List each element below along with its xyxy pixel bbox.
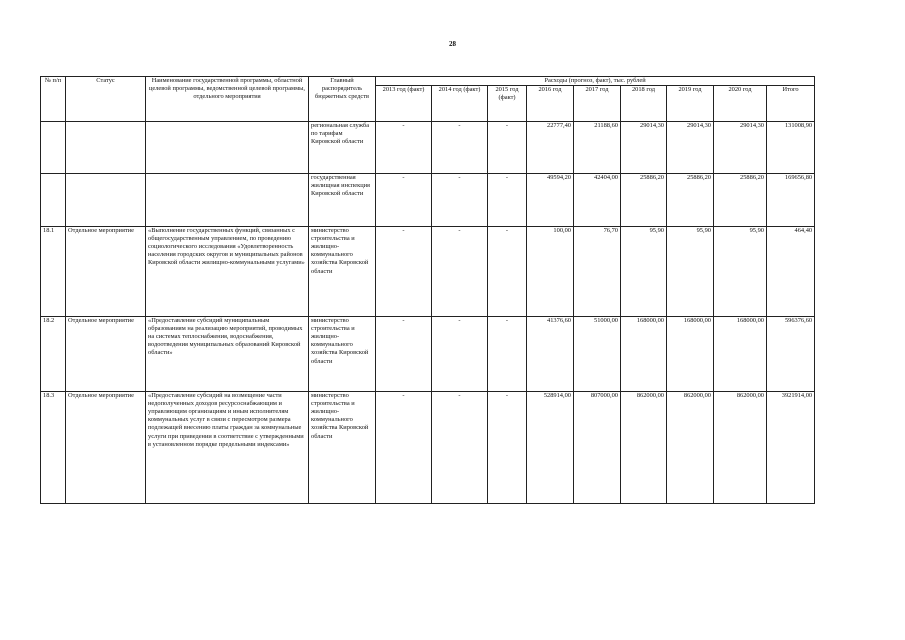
row-status: Отдельное мероприятие bbox=[66, 317, 146, 392]
row-value: - bbox=[488, 317, 527, 392]
header-year: 2018 год bbox=[621, 86, 667, 122]
row-value: - bbox=[376, 122, 432, 174]
row-value: - bbox=[376, 227, 432, 317]
row-manager: региональная служба по тарифам Кировской области bbox=[309, 122, 376, 174]
table-row bbox=[41, 317, 815, 392]
row-value: 29014,30 bbox=[621, 122, 667, 174]
row-value: 95,90 bbox=[621, 227, 667, 317]
row-value: 862000,00 bbox=[621, 392, 667, 504]
row-value: - bbox=[432, 317, 488, 392]
row-status: Отдельное мероприятие bbox=[66, 227, 146, 317]
table-row bbox=[41, 174, 815, 227]
row-total: 464,40 bbox=[767, 227, 815, 317]
row-no bbox=[41, 122, 66, 174]
row-value: - bbox=[488, 392, 527, 504]
row-manager: государственная жилищная инспекция Кировской области bbox=[309, 174, 376, 227]
row-name bbox=[146, 174, 309, 227]
row-value: 51000,00 bbox=[574, 317, 621, 392]
row-value: 29014,30 bbox=[667, 122, 714, 174]
table-header bbox=[41, 77, 815, 122]
table-row bbox=[41, 122, 815, 174]
row-value: 41376,60 bbox=[527, 317, 574, 392]
header-no: № п/п bbox=[41, 77, 66, 122]
row-name: «Выполнение государственных функций, связанных с общегосударственным управлением, по проведению социологического исследования «Удовлетворенность населения городских округов и муниципальных районов Кировской области жилищно-коммунальными услугами» bbox=[146, 227, 309, 317]
header-year: 2019 год bbox=[667, 86, 714, 122]
row-value: 528914,00 bbox=[527, 392, 574, 504]
row-value: 25886,20 bbox=[667, 174, 714, 227]
row-total: 169656,80 bbox=[767, 174, 815, 227]
row-value: - bbox=[376, 317, 432, 392]
row-status bbox=[66, 122, 146, 174]
row-no: 18.3 bbox=[41, 392, 66, 504]
header-year: 2017 год bbox=[574, 86, 621, 122]
header-status: Статус bbox=[66, 77, 146, 122]
row-value: 168000,00 bbox=[621, 317, 667, 392]
header-year: 2020 год bbox=[714, 86, 767, 122]
row-value: - bbox=[488, 174, 527, 227]
row-name bbox=[146, 122, 309, 174]
row-value: 76,70 bbox=[574, 227, 621, 317]
row-no bbox=[41, 174, 66, 227]
row-value: 25886,20 bbox=[714, 174, 767, 227]
row-value: - bbox=[432, 227, 488, 317]
row-value: 95,90 bbox=[714, 227, 767, 317]
row-value: 168000,00 bbox=[667, 317, 714, 392]
row-name: «Предоставление субсидий муниципальным образованиям на реализацию мероприятий, проводимых на системах теплоснабжения, водоснабжения, водоотведения муниципальных образований Кировской области» bbox=[146, 317, 309, 392]
row-value: - bbox=[376, 392, 432, 504]
row-value: 862000,00 bbox=[714, 392, 767, 504]
row-value: 95,90 bbox=[667, 227, 714, 317]
row-value: 49594,20 bbox=[527, 174, 574, 227]
row-value: 22777,40 bbox=[527, 122, 574, 174]
row-value: 25886,20 bbox=[621, 174, 667, 227]
row-value: - bbox=[488, 122, 527, 174]
row-value: - bbox=[432, 122, 488, 174]
header-expenses: Расходы (прогноз, факт), тыс. рублей bbox=[376, 77, 815, 86]
row-manager: министерство строительства и жилищно-коммунального хозяйства Кировской области bbox=[309, 317, 376, 392]
row-value: 21188,60 bbox=[574, 122, 621, 174]
budget-table bbox=[40, 76, 815, 504]
row-name: «Предоставление субсидий на возмещение части недополученных доходов ресурсоснабжающим и управляющим организациям и иным исполнителям коммунальных услуг в связи с пересмотром размера подлежащей внесению платы граждан за коммунальные услуги при приведении в соответствие с утвержденными в установленном порядке предельными индексами» bbox=[146, 392, 309, 504]
row-status bbox=[66, 174, 146, 227]
row-status: Отдельное мероприятие bbox=[66, 392, 146, 504]
row-value: - bbox=[488, 227, 527, 317]
header-name: Наименование государственной программы, областной целевой программы, ведомственной целевой программы, отдельного мероприятия bbox=[146, 77, 309, 122]
row-value: 29014,30 bbox=[714, 122, 767, 174]
row-manager: министерство строительства и жилищно-коммунального хозяйства Кировской области bbox=[309, 227, 376, 317]
row-no: 18.1 bbox=[41, 227, 66, 317]
row-value: 807000,00 bbox=[574, 392, 621, 504]
table-row bbox=[41, 392, 815, 504]
row-value: 862000,00 bbox=[667, 392, 714, 504]
page-number: 28 bbox=[449, 40, 456, 48]
table-row bbox=[41, 227, 815, 317]
row-total: 3921914,00 bbox=[767, 392, 815, 504]
row-value: - bbox=[432, 174, 488, 227]
row-value: 168000,00 bbox=[714, 317, 767, 392]
row-value: - bbox=[376, 174, 432, 227]
row-total: 596376,60 bbox=[767, 317, 815, 392]
row-value: - bbox=[432, 392, 488, 504]
row-total: 131008,90 bbox=[767, 122, 815, 174]
header-year: 2015 год (факт) bbox=[488, 86, 527, 122]
header-year: 2016 год bbox=[527, 86, 574, 122]
row-value: 100,00 bbox=[527, 227, 574, 317]
header-year: 2014 год (факт) bbox=[432, 86, 488, 122]
header-total: Итого bbox=[767, 86, 815, 122]
row-no: 18.2 bbox=[41, 317, 66, 392]
header-manager: Главный распорядитель бюджетных средств bbox=[309, 77, 376, 122]
row-manager: министерство строительства и жилищно-коммунального хозяйства Кировской области bbox=[309, 392, 376, 504]
header-year: 2013 год (факт) bbox=[376, 86, 432, 122]
row-value: 42404,00 bbox=[574, 174, 621, 227]
